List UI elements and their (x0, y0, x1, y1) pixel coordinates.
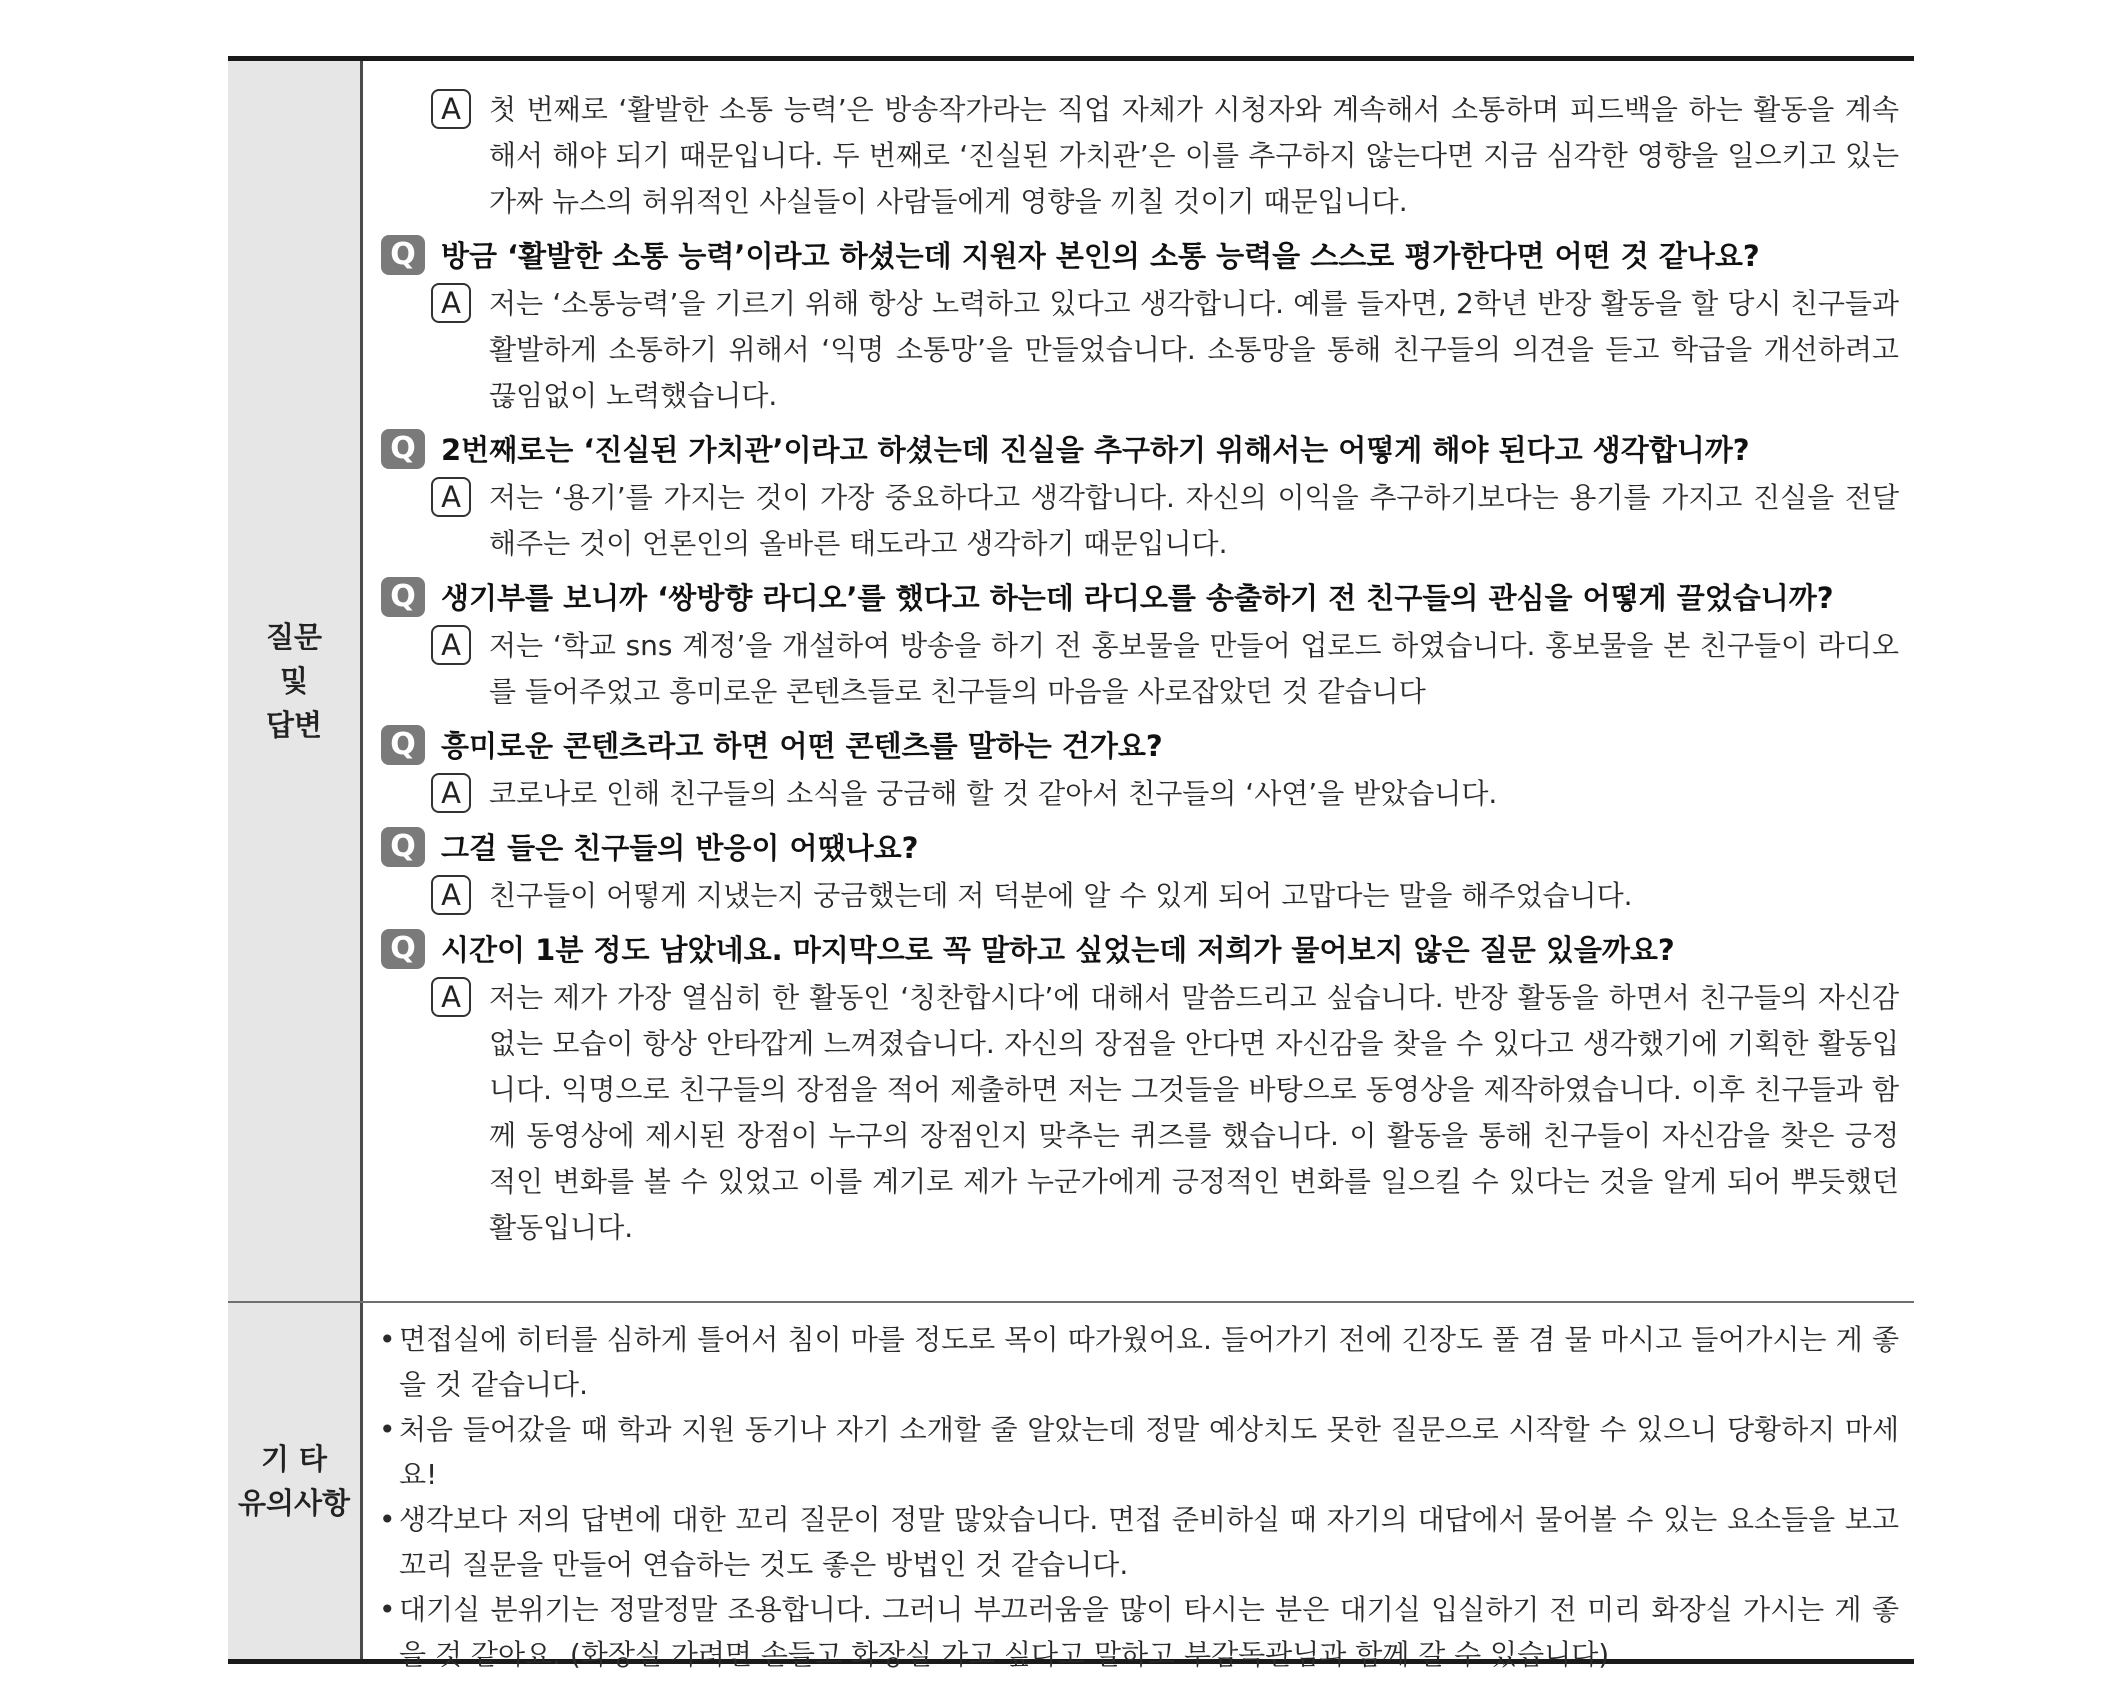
qa-row (228, 61, 1914, 1303)
answer-badge-icon: A (431, 89, 471, 129)
bullet-icon: • (379, 1323, 396, 1356)
answer-line (431, 623, 1899, 715)
note-text: 면접실에 히터를 심하게 틀어서 침이 마를 정도로 목이 따가웠어요. 들어가기 전에 긴장도 풀 겸 물 마시고 들어가시는 게 좋을 것 같습니다. (399, 1323, 1899, 1401)
qa-list (381, 85, 1899, 1251)
answer-line (431, 281, 1899, 419)
question-line (381, 825, 1899, 871)
question-line (381, 927, 1899, 973)
bullet-icon: • (379, 1503, 396, 1536)
question-badge-icon: Q (381, 929, 425, 969)
question-text: 2번째로는 ‘진실된 가치관’이라고 하셨는데 진실을 추구하기 위해서는 어떻게 해야 된다고 생각합니까? (441, 433, 1750, 467)
notes-row (228, 1303, 1914, 1671)
answer-line (431, 475, 1899, 567)
answer-line (431, 873, 1899, 919)
question-badge-icon: Q (381, 235, 425, 275)
note-text: 처음 들어갔을 때 학과 지원 동기나 자기 소개할 줄 알았는데 정말 예상치도 못한 질문으로 시작할 수 있으니 당황하지 마세요! (399, 1413, 1899, 1491)
answer-text: 저는 ‘용기’를 가지는 것이 가장 중요하다고 생각합니다. 자신의 이익을 추구하기보다는 용기를 가지고 진실을 전달해주는 것이 언론인의 올바른 태도라고 생각하기 때문입니다. (489, 481, 1899, 560)
notes-label-cell (228, 1303, 363, 1659)
qa-content-cell (363, 61, 1914, 1301)
answer-badge-icon: A (431, 477, 471, 517)
interview-table (228, 56, 1914, 1671)
answer-text: 저는 ‘소통능력’을 기르기 위해 항상 노력하고 있다고 생각합니다. 예를 들자면, 2학년 반장 활동을 할 당시 친구들과 활발하게 소통하기 위해서 ‘익명 소통망’을 만들었습니다. 소통망을 통해 친구들의 의견을 듣고 학급을 개선하려고 끊임없이 노력했습니다. (489, 287, 1899, 412)
qa-item (381, 825, 1899, 919)
note-text: 대기실 분위기는 정말정말 조용합니다. 그러니 부끄러움을 많이 타시는 분은 대기실 입실하기 전 미리 화장실 가시는 게 좋을 것 같아요. (화장실 가려면 손들고 화장실 가고 싶다고 말하고 부감독관님과 함께 갈 수 있습니다) (399, 1593, 1899, 1671)
answer-line (431, 975, 1899, 1251)
answer-text: 저는 ‘학교 sns 계정’을 개설하여 방송을 하기 전 홍보물을 만들어 업로드 하였습니다. 홍보물을 본 친구들이 라디오를 들어주었고 흥미로운 콘텐츠들로 친구들의 마음을 사로잡았던 것 같습니다 (489, 629, 1899, 708)
answer-badge-icon: A (431, 283, 471, 323)
answer-badge-icon: A (431, 773, 471, 813)
answer-line (431, 771, 1899, 817)
notes-list (379, 1317, 1899, 1677)
qa-item (381, 575, 1899, 715)
question-badge-icon: Q (381, 827, 425, 867)
question-badge-icon: Q (381, 725, 425, 765)
note-item (379, 1497, 1899, 1587)
qa-item (381, 723, 1899, 817)
question-line (381, 723, 1899, 769)
bullet-icon: • (379, 1593, 396, 1626)
answer-text: 첫 번째로 ‘활발한 소통 능력’은 방송작가라는 직업 자체가 시청자와 계속해서 소통하며 피드백을 하는 활동을 계속해서 해야 되기 때문입니다. 두 번째로 ‘진실된 가치관’은 이를 추구하지 않는다면 지금 심각한 영향을 일으키고 있는 가짜 뉴스의 허위적인 사실들이 사람들에게 영향을 끼칠 것이기 때문입니다. (489, 93, 1899, 218)
answer-badge-icon: A (431, 875, 471, 915)
question-text: 시간이 1분 정도 남았네요. 마지막으로 꼭 말하고 싶었는데 저희가 물어보지 않은 질문 있을까요? (441, 933, 1675, 967)
question-text: 방금 ‘활발한 소통 능력’이라고 하셨는데 지원자 본인의 소통 능력을 스스로 평가한다면 어떤 것 같나요? (441, 239, 1760, 273)
qa-item (381, 927, 1899, 1251)
question-line (381, 575, 1899, 621)
question-text: 흥미로운 콘텐츠라고 하면 어떤 콘텐츠를 말하는 건가요? (441, 729, 1163, 763)
note-text: 생각보다 저의 답변에 대한 꼬리 질문이 정말 많았습니다. 면접 준비하실 때 자기의 대답에서 물어볼 수 있는 요소들을 보고 꼬리 질문을 만들어 연습하는 것도 좋은 방법인 것 같습니다. (399, 1503, 1899, 1581)
answer-text: 친구들이 어떻게 지냈는지 궁금했는데 저 덕분에 알 수 있게 되어 고맙다는 말을 해주었습니다. (489, 879, 1633, 912)
bullet-icon: • (379, 1413, 396, 1446)
question-badge-icon: Q (381, 429, 425, 469)
qa-label: 질문 및 답변 (265, 620, 323, 742)
question-text: 생기부를 보니까 ‘쌍방향 라디오’를 했다고 하는데 라디오를 송출하기 전 친구들의 관심을 어떻게 끌었습니까? (441, 581, 1834, 615)
question-line (381, 427, 1899, 473)
note-item (379, 1587, 1899, 1677)
notes-content-cell (363, 1303, 1914, 1671)
question-line (381, 233, 1899, 279)
answer-text: 코로나로 인해 친구들의 소식을 궁금해 할 것 같아서 친구들의 ‘사연’을 받았습니다. (489, 777, 1498, 810)
question-text: 그걸 들은 친구들의 반응이 어땠나요? (441, 831, 919, 865)
answer-line (431, 87, 1899, 225)
question-badge-icon: Q (381, 577, 425, 617)
qa-item (381, 427, 1899, 567)
note-item (379, 1407, 1899, 1497)
answer-badge-icon: A (431, 977, 471, 1017)
answer-badge-icon: A (431, 625, 471, 665)
note-item (379, 1317, 1899, 1407)
notes-label: 기 타 유의사항 (237, 1442, 351, 1520)
qa-item (381, 87, 1899, 225)
qa-label-cell (228, 61, 363, 1301)
qa-item (381, 233, 1899, 419)
answer-text: 저는 제가 가장 열심히 한 활동인 ‘칭찬합시다’에 대해서 말씀드리고 싶습니다. 반장 활동을 하면서 친구들의 자신감 없는 모습이 항상 안타깝게 느껴졌습니다. 자신의 장점을 안다면 자신감을 찾을 수 있다고 생각했기에 기획한 활동입니다. 익명으로 친구들의 장점을 적어 제출하면 저는 그것들을 바탕으로 동영상을 제작하였습니다. 이후 친구들과 함께 동영상에 제시된 장점이 누구의 장점인지 맞추는 퀴즈를 했습니다. 이 활동을 통해 친구들이 자신감을 찾은 긍정적인 변화를 볼 수 있었고 이를 계기로 제가 누군가에게 긍정적인 변화를 일으킬 수 있다는 것을 알게 되어 뿌듯했던 활동입니다. (489, 981, 1899, 1244)
